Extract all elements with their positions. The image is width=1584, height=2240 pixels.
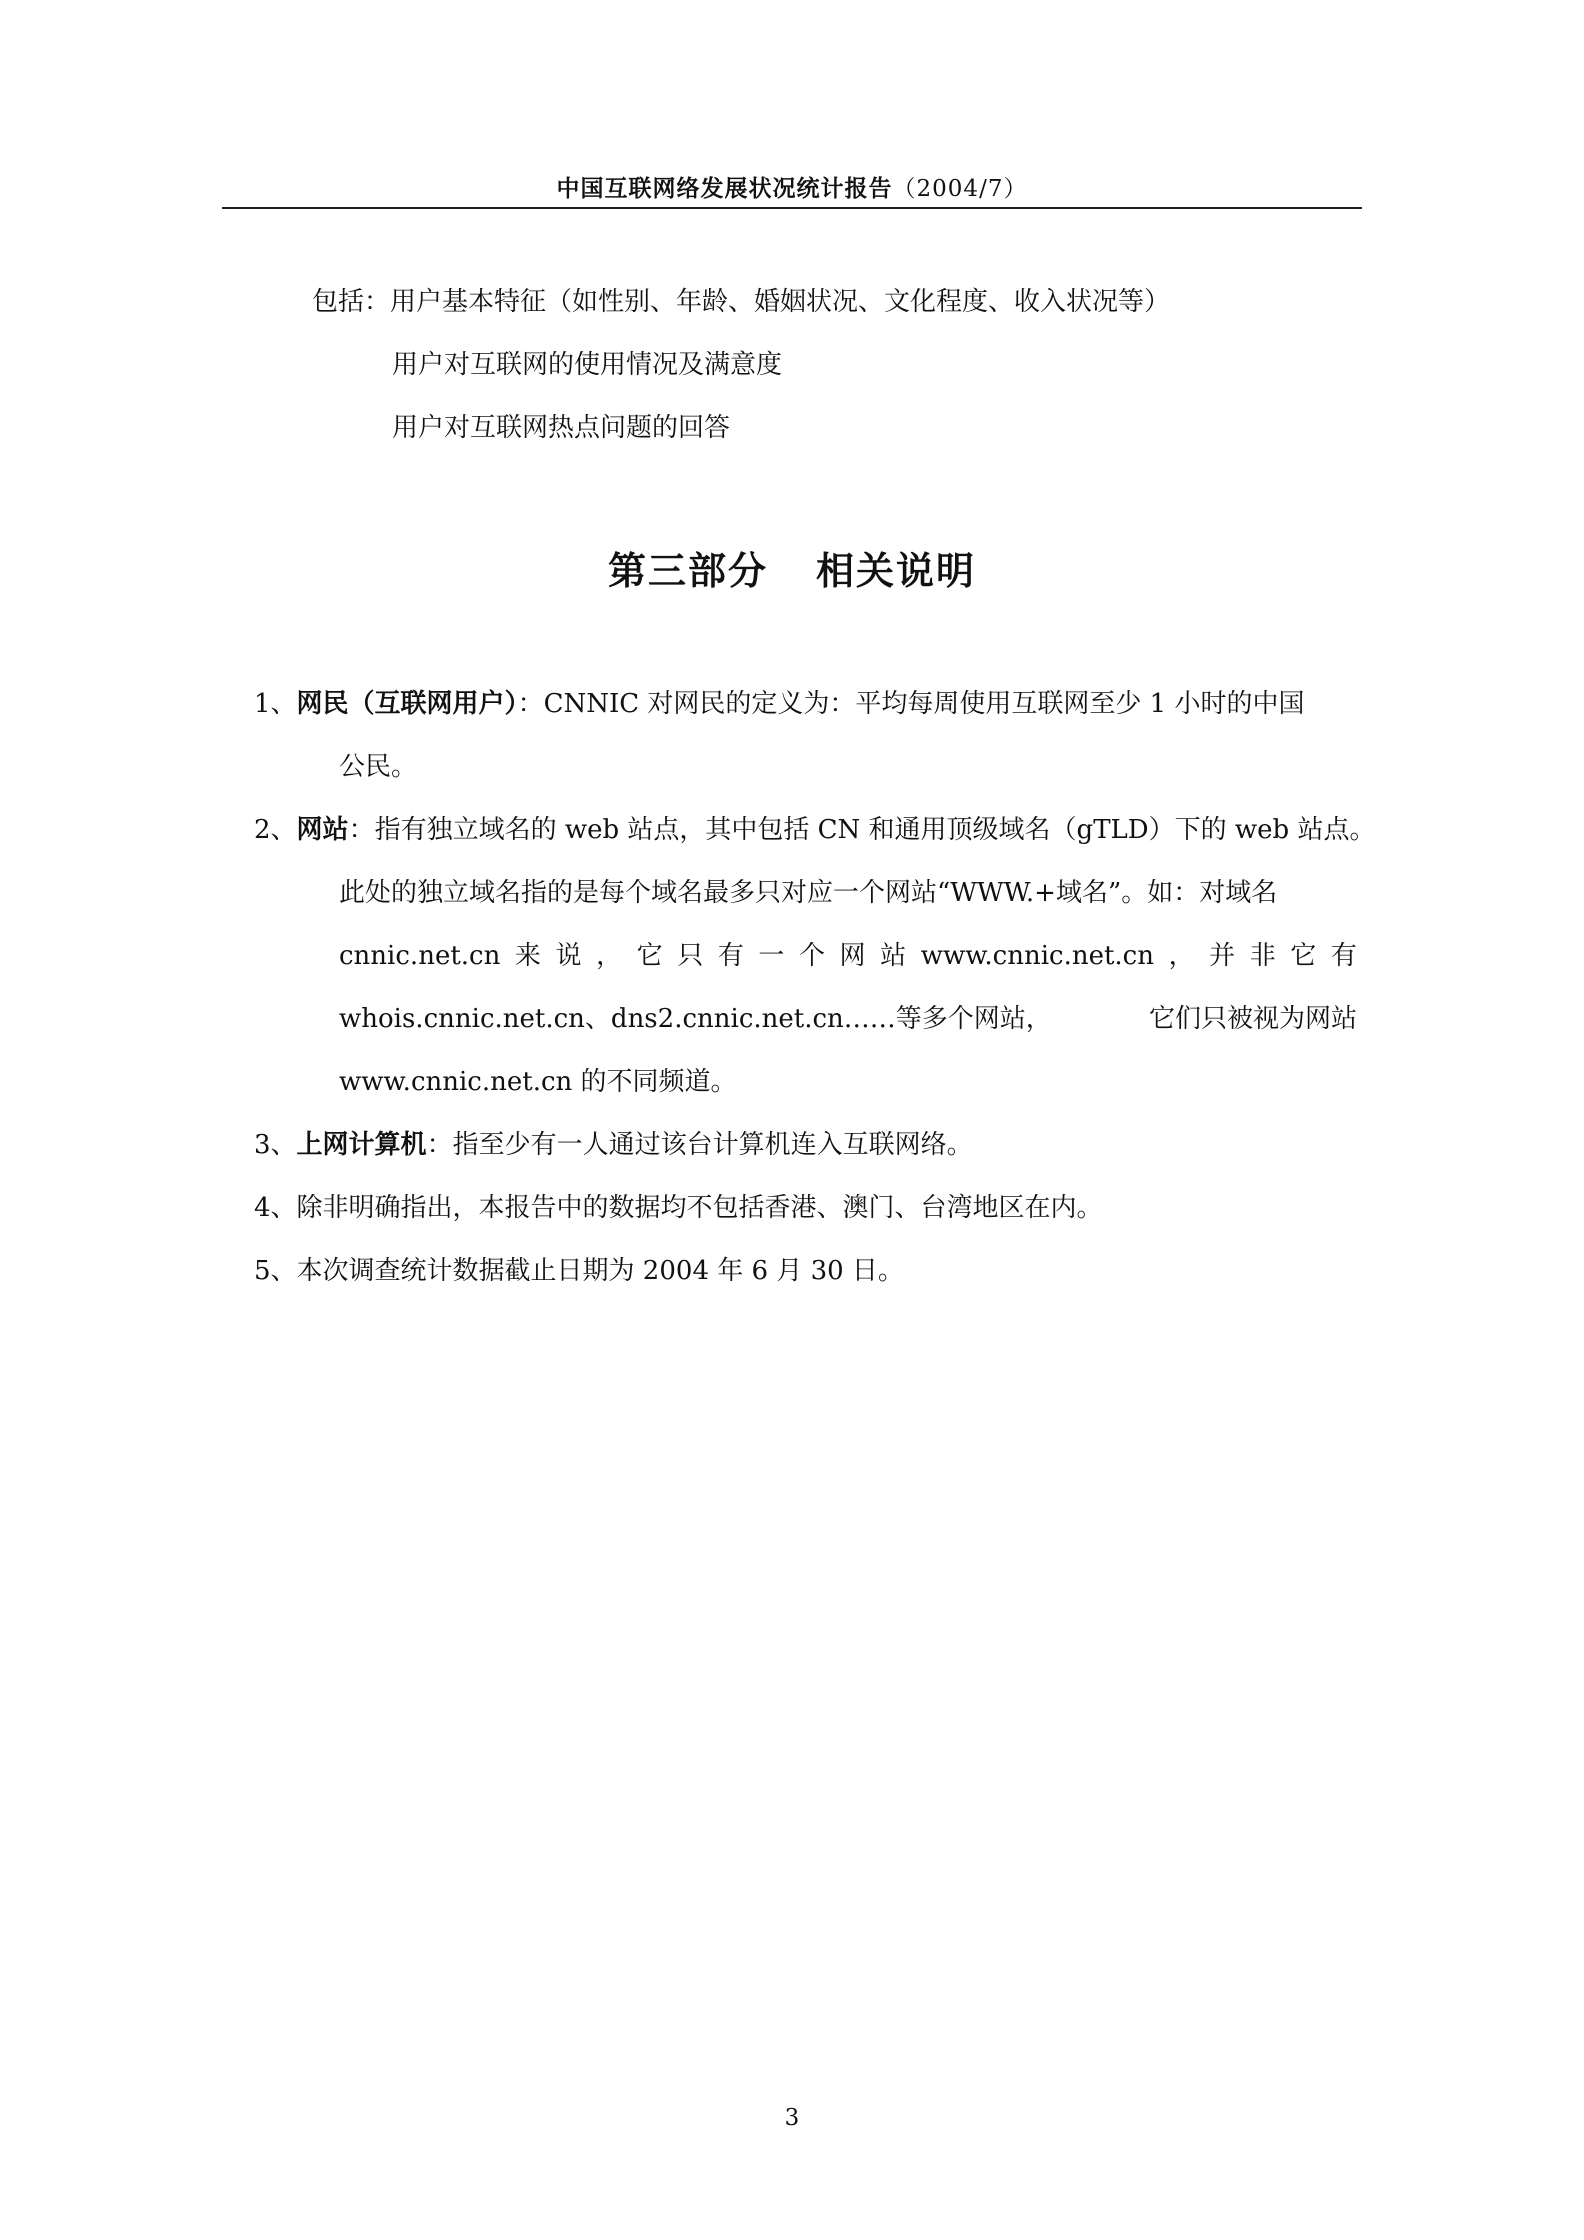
section-title [222, 540, 1362, 595]
page-number: 3 [784, 2105, 800, 2131]
justified-word: cnnic.net.cn [339, 941, 501, 971]
definition-item-2-line-2: 此处的独立域名指的是每个域名最多只对应一个网站“WWW.+域名”。如：对域名 [339, 878, 1278, 908]
definition-item-2-line-5: www.cnnic.net.cn 的不同频道。 [339, 1067, 737, 1097]
intro-line-2: 用户对互联网的使用情况及满意度 [392, 350, 783, 380]
item-number: 2、 [254, 815, 297, 845]
section-title-part: 第三部分 [607, 549, 768, 593]
justified-word: ， [1168, 941, 1195, 971]
justified-word: 并 [1209, 941, 1236, 971]
justified-word: 说 [555, 941, 582, 971]
item-text: ：指至少有一人通过该台计算机连入互联网络。 [426, 1130, 973, 1160]
definition-item-1-cont: 公民。 [339, 752, 418, 782]
intro-line-3: 用户对互联网热点问题的回答 [392, 413, 731, 443]
definition-item-3 [254, 1128, 973, 1162]
item-term: 上网计算机 [296, 1130, 427, 1160]
justified-word: ， [596, 941, 623, 971]
justified-word: 有 [1330, 941, 1357, 971]
justified-word: 它 [1290, 941, 1317, 971]
section-title-name: 相关说明 [816, 549, 977, 593]
justified-word: whois.cnnic.net.cn、dns2.cnnic.net.cn……等多个网站， [339, 1004, 1052, 1034]
item-text: 本次调查统计数据截止日期为 2004 年 6 月 30 日。 [296, 1256, 904, 1286]
justified-word: 有 [717, 941, 744, 971]
justified-word: 它 [636, 941, 663, 971]
justified-word: 来 [514, 941, 541, 971]
justified-word: 网 [839, 941, 866, 971]
running-header [222, 170, 1362, 203]
justified-word: 一 [758, 941, 785, 971]
definition-item-2-line-4 [339, 1002, 1357, 1036]
justified-word: 它们只被视为网站 [1148, 1004, 1357, 1034]
item-text: ：CNNIC 对网民的定义为：平均每周使用互联网至少 1 小时的中国 [517, 689, 1305, 719]
definition-item-2 [254, 813, 1375, 847]
justified-word: www.cnnic.net.cn [920, 941, 1154, 971]
item-number: 1、 [254, 689, 297, 719]
definition-item-4 [254, 1191, 1103, 1225]
item-text: ：指有独立域名的 web 站点，其中包括 CN 和通用顶级域名（gTLD）下的 web 站点。 [348, 815, 1376, 845]
definition-item-5 [254, 1254, 904, 1288]
item-term: 网站 [296, 815, 349, 845]
item-number: 3、 [254, 1130, 297, 1160]
definition-item-2-line-3 [339, 939, 1357, 973]
justified-word: 站 [880, 941, 907, 971]
item-number: 5、 [254, 1256, 297, 1286]
header-rule [222, 207, 1362, 209]
justified-word: 只 [677, 941, 704, 971]
intro-line-1: 包括：用户基本特征（如性别、年龄、婚姻状况、文化程度、收入状况等） [312, 287, 1171, 317]
item-number: 4、 [254, 1193, 297, 1223]
justified-word: 非 [1249, 941, 1276, 971]
header-title: 中国互联网络发展状况统计报告 [556, 175, 893, 202]
item-text: 除非明确指出，本报告中的数据均不包括香港、澳门、台湾地区在内。 [296, 1193, 1103, 1223]
justified-word: 个 [798, 941, 825, 971]
header-date: （2004/7） [892, 176, 1028, 202]
definition-item-1 [254, 687, 1304, 721]
item-term: 网民（互联网用户） [296, 689, 518, 719]
